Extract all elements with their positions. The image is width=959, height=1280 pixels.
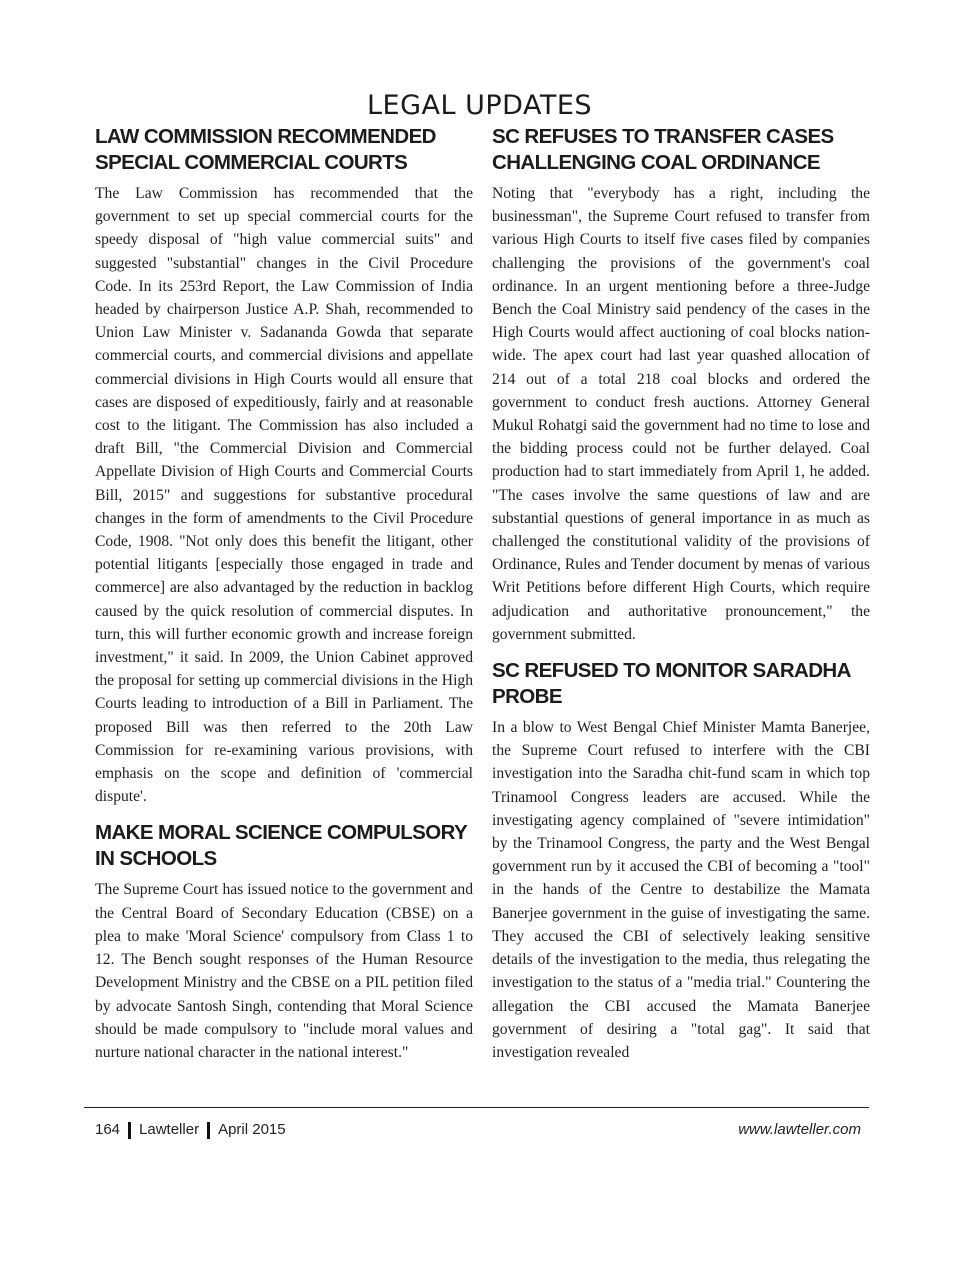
article-headline: MAKE MORAL SCIENCE COMPULSORY IN SCHOOLS	[95, 821, 467, 871]
footer-separator	[207, 1122, 210, 1139]
issue-date: April 2015	[218, 1121, 286, 1138]
footer-rule	[84, 1107, 869, 1108]
article-body: The Supreme Court has issued notice to the government and the Central Board of Secondary Education (CBSE) on a plea to make 'Moral Science' compulsory from Class 1 to 12. The Bench sought responses of the Human Resource Development Ministry and the CBSE on a PIL petition filed by advocate Santosh Singh, contending that Moral Science should be made compulsory to "include moral values and nurture national character in the national interest."	[95, 881, 473, 1061]
publication-name: Lawteller	[139, 1121, 200, 1138]
article-body: The Law Commission has recommended that the government to set up special commercial courts for the speedy disposal of "high value commercial suits" and suggested "substantial" changes in the Civil Procedure Code. In its 253rd Report, the Law Commission of India headed by chairperson Justice A.P. Shah, recommended to Union Law Minister v. Sadananda Gowda that separate commercial courts, and commercial divisions and appellate commercial divisions in High Courts would all ensure that cases are disposed of expeditiously, fairly and at reasonable cost to the litigant. The Commission has also included a draft Bill, "the Commercial Division and Commercial Appellate Division of High Courts and Commercial Courts Bill, 2015" and suggestions for substantive procedural changes in the form of amendments to the Civil Procedure Code, 1908. "Not only does this benefit the litigant, other potential litigants [especially those engaged in trade and commerce] are also advantaged by the reduction in backlog caused by the quick resolution of commercial disputes. In turn, this will further economic growth and increase foreign investment," it said. In 2009, the Union Cabinet approved the proposal for setting up commercial divisions in the High Courts leading to introduction of a Bill in Parliament. The proposed Bill was then referred to the 20th Law Commission for re-examining various provisions, with emphasis on the scope and definition of 'commercial dispute'.	[95, 185, 473, 806]
article-headline: SC REFUSES TO TRANSFER CASES CHALLENGING COAL ORDINANCE	[492, 125, 834, 174]
article-body: Noting that "everybody has a right, including the businessman", the Supreme Court refused to transfer from various High Courts to itself five cases filed by companies challenging the provisions of the government's coal ordinance. In an urgent mentioning before a three-Judge Bench the Coal Ministry said pendency of the cases in the High Courts would affect auctioning of coal blocks nation-wide. The apex court had last year quashed allocation of 214 out of a total 218 coal blocks and ordered the government to conduct fresh auctions. Attorney General Mukul Rohatgi said the government had no time to lose and the bidding process could not be further delayed. Coal production had to start immediately from April 1, he added. "The cases involve the same questions of law and are substantial questions of general importance in as much as challenged the constitutional validity of the provisions of Ordinance, Rules and Tender document by menas of various Writ Petitions before different High Courts, which require adjudication and authoritative pronouncement," the government submitted.	[492, 185, 870, 643]
article-moral-science	[95, 820, 473, 1064]
footer-url: www.lawteller.com	[738, 1121, 861, 1138]
article-law-commission	[95, 124, 473, 808]
article-coal-ordinance	[492, 124, 870, 646]
page-number: 164	[95, 1121, 121, 1138]
article-headline: SC REFUSED TO MONITOR SARADHA PROBE	[492, 659, 851, 709]
article-headline: LAW COMMISSION RECOMMENDED SPECIAL COMMERCIAL COURTS	[95, 125, 436, 174]
right-column	[492, 124, 870, 1064]
footer-separator	[128, 1122, 131, 1139]
article-saradha-probe	[492, 658, 870, 1064]
article-body: In a blow to West Bengal Chief Minister Mamta Banerjee, the Supreme Court refused to interfere with the CBI investigation into the Saradha chit-fund scam in which top Trinamool Congress leaders are accused. While the investigating agency complained of "severe intimidation" by the Trinamool Congress, the party and the West Bengal government run by it accused the CBI of becoming a "tool" in the hands of the Centre to destabilize the Mamata Banerjee government in the guise of investigating the same. They accused the CBI of selectively leaking sensitive details of the investigation to the media, thus relegating the investigation to the status of a "media trial." Countering the allegation the CBI accused the Mamata Banerjee government of desiring a "total gag". It said that investigation revealed	[492, 719, 870, 1061]
footer	[95, 1120, 286, 1140]
left-column	[95, 124, 473, 1064]
page-title: LEGAL UPDATES	[366, 90, 593, 121]
